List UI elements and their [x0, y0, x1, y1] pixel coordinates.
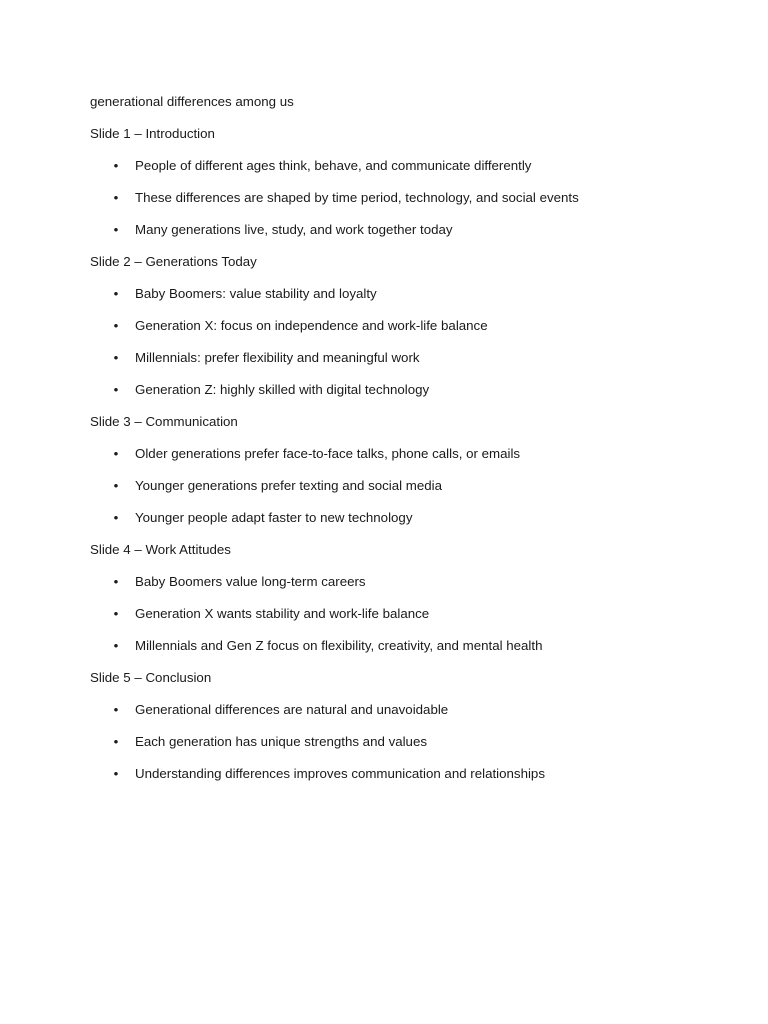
bullet-list [90, 157, 730, 253]
bullet-item [90, 509, 730, 541]
document-title: generational differences among us [90, 94, 294, 109]
bullet-dot-icon: • [113, 446, 119, 461]
bullet-dot-icon: • [113, 350, 119, 365]
bullet-item [90, 349, 730, 381]
bullet-text: Millennials: prefer flexibility and meaningful work [135, 350, 420, 365]
slide-heading: Slide 1 – Introduction [90, 126, 215, 141]
bullet-dot-icon: • [113, 638, 119, 653]
bullet-dot-icon: • [113, 734, 119, 749]
bullet-list [90, 285, 730, 413]
slide-section-2 [90, 253, 730, 413]
bullet-text: Understanding differences improves communication and relationships [135, 766, 545, 781]
bullet-item [90, 765, 730, 797]
bullet-list [90, 573, 730, 669]
bullet-item [90, 381, 730, 413]
bullet-dot-icon: • [113, 158, 119, 173]
slide-section-4 [90, 541, 730, 669]
bullet-text: Generation X: focus on independence and work-life balance [135, 318, 488, 333]
slide-heading: Slide 3 – Communication [90, 414, 238, 429]
bullet-item [90, 573, 730, 605]
bullet-item [90, 317, 730, 349]
bullet-list [90, 445, 730, 541]
bullet-dot-icon: • [113, 382, 119, 397]
bullet-text: Generation Z: highly skilled with digital technology [135, 382, 430, 397]
bullet-dot-icon: • [113, 606, 119, 621]
document-page [90, 93, 730, 797]
bullet-item [90, 733, 730, 765]
bullet-text: Younger generations prefer texting and social media [135, 478, 443, 493]
bullet-text: Baby Boomers: value stability and loyalty [135, 286, 377, 301]
slide-section-1 [90, 125, 730, 253]
bullet-text: Many generations live, study, and work together today [135, 222, 453, 237]
bullet-item [90, 701, 730, 733]
bullet-item [90, 189, 730, 221]
bullet-text: Millennials and Gen Z focus on flexibility, creativity, and mental health [135, 638, 543, 653]
bullet-text: Generation X wants stability and work-life balance [135, 606, 430, 621]
bullet-list [90, 701, 730, 797]
bullet-dot-icon: • [113, 286, 119, 301]
bullet-item [90, 157, 730, 189]
bullet-dot-icon: • [113, 574, 119, 589]
bullet-item [90, 605, 730, 637]
bullet-text: People of different ages think, behave, and communicate differently [135, 158, 532, 173]
slide-section-5 [90, 669, 730, 797]
bullet-text: Generational differences are natural and unavoidable [135, 702, 449, 717]
bullet-item [90, 221, 730, 253]
slide-heading: Slide 5 – Conclusion [90, 670, 212, 685]
slide-heading: Slide 2 – Generations Today [90, 254, 257, 269]
bullet-text: Each generation has unique strengths and values [135, 734, 427, 749]
bullet-dot-icon: • [113, 702, 119, 717]
bullet-item [90, 477, 730, 509]
bullet-dot-icon: • [113, 478, 119, 493]
bullet-item [90, 637, 730, 669]
bullet-text: Younger people adapt faster to new technology [135, 510, 413, 525]
bullet-dot-icon: • [113, 222, 119, 237]
bullet-item [90, 285, 730, 317]
bullet-item [90, 445, 730, 477]
bullet-dot-icon: • [113, 510, 119, 525]
bullet-dot-icon: • [113, 318, 119, 333]
bullet-text: These differences are shaped by time period, technology, and social events [135, 190, 579, 205]
slide-section-3 [90, 413, 730, 541]
bullet-dot-icon: • [113, 190, 119, 205]
slide-heading: Slide 4 – Work Attitudes [90, 542, 231, 557]
bullet-text: Baby Boomers value long-term careers [135, 574, 366, 589]
bullet-text: Older generations prefer face-to-face talks, phone calls, or emails [135, 446, 521, 461]
bullet-dot-icon: • [113, 766, 119, 781]
